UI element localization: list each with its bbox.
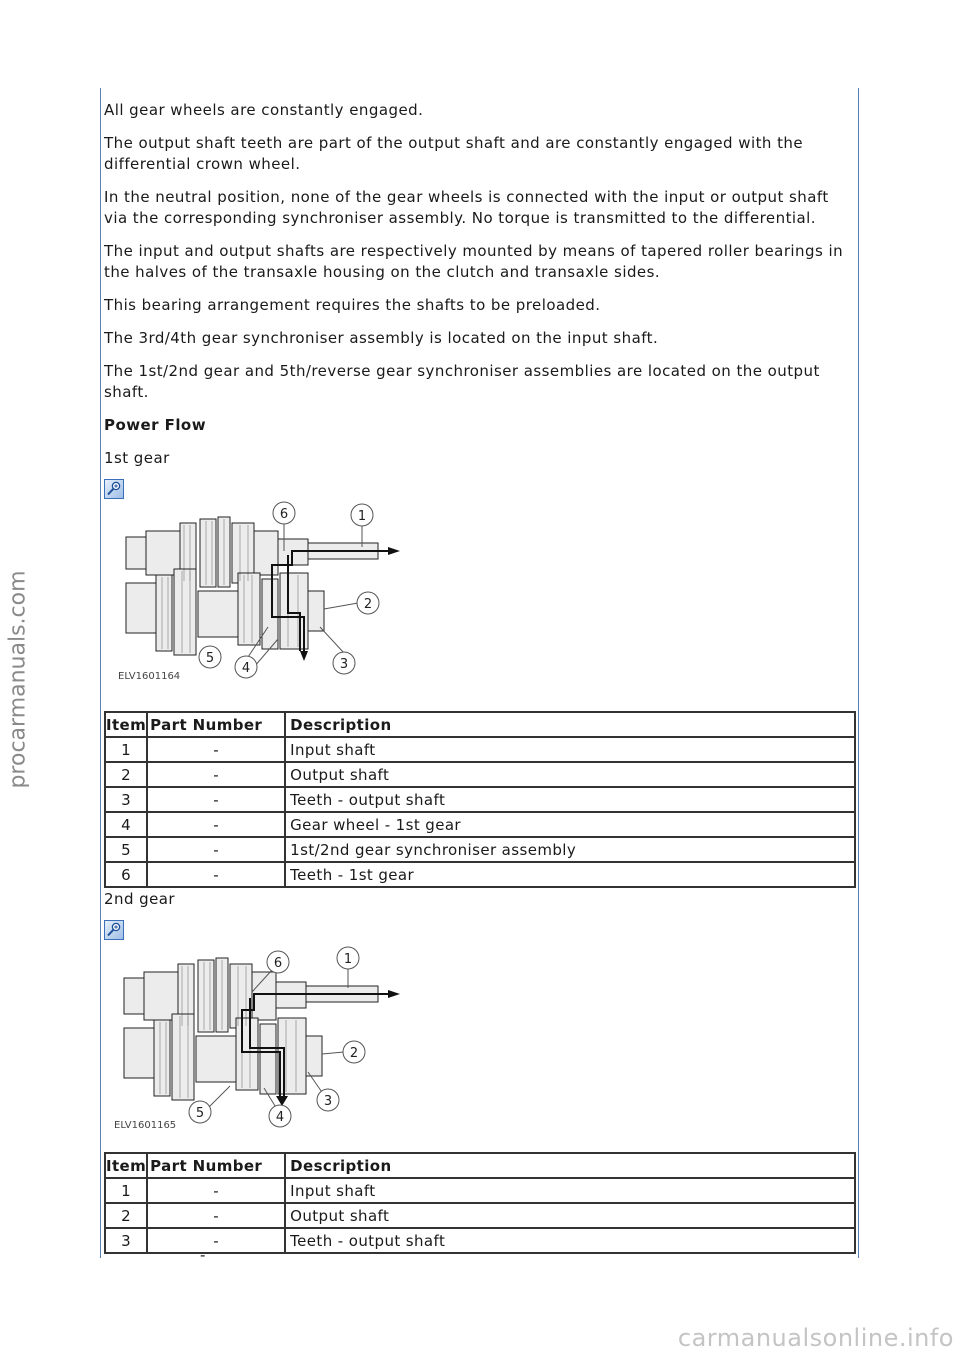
gear1-diagram bbox=[112, 499, 856, 693]
table-header-row bbox=[105, 1153, 855, 1178]
paragraph: This bearing arrangement requires the shafts to be preloaded. bbox=[104, 296, 601, 314]
cell-description: Teeth - output shaft bbox=[285, 1228, 855, 1253]
cell-description: Output shaft bbox=[285, 1203, 855, 1228]
gear2-callout-4: 4 bbox=[275, 1110, 285, 1125]
table-row bbox=[105, 762, 855, 787]
cell-item: 4 bbox=[105, 812, 147, 837]
cell-part-number: - bbox=[147, 862, 285, 887]
header-description: Description bbox=[285, 712, 855, 737]
cell-description: Input shaft bbox=[285, 737, 855, 762]
cell-item: 3 bbox=[105, 787, 147, 812]
paragraph: In the neutral position, none of the gear wheels is connected with the input or output shaft via the corresponding synchroniser assembly. No torque is transmitted to the differential. bbox=[104, 188, 829, 227]
table-row bbox=[105, 1228, 855, 1253]
gear1-callout-5: 5 bbox=[205, 651, 215, 666]
gear1-caption: 1st gear bbox=[104, 449, 170, 467]
gear2-diagram bbox=[112, 940, 856, 1134]
table-row bbox=[105, 862, 855, 887]
gear2-callout-3: 3 bbox=[323, 1094, 333, 1109]
gear2-figure-code: ELV1601165 bbox=[114, 1120, 177, 1130]
table-row bbox=[105, 737, 855, 762]
side-watermark bbox=[0, 0, 36, 1358]
gear2-parts-table bbox=[104, 1152, 856, 1254]
cell-description: Teeth - output shaft bbox=[285, 787, 855, 812]
zoom-magnifier-icon[interactable] bbox=[104, 479, 124, 499]
section-heading: Power Flow bbox=[104, 416, 206, 434]
cell-description: Output shaft bbox=[285, 762, 855, 787]
cell-description: Input shaft bbox=[285, 1178, 855, 1203]
table-row bbox=[105, 787, 855, 812]
header-part-number: Part Number bbox=[147, 1153, 285, 1178]
header-item: Item bbox=[105, 712, 147, 737]
cell-part-number: - bbox=[147, 787, 285, 812]
gear1-callout-1: 1 bbox=[357, 509, 367, 524]
cell-description: Teeth - 1st gear bbox=[285, 862, 855, 887]
paragraph: The output shaft teeth are part of the output shaft and are constantly engaged with the differential crown wheel. bbox=[104, 134, 804, 173]
gear1-callout-4: 4 bbox=[241, 661, 251, 676]
gear1-callout-6: 6 bbox=[279, 507, 289, 522]
cell-item: 1 bbox=[105, 1178, 147, 1203]
table-row bbox=[105, 812, 855, 837]
bottom-watermark: carmanualsonline.info bbox=[677, 1324, 954, 1352]
gear1-parts-table bbox=[104, 711, 856, 888]
header-description: Description bbox=[285, 1153, 855, 1178]
document-body bbox=[104, 100, 856, 1254]
gear2-callout-2: 2 bbox=[349, 1046, 359, 1061]
gear2-callout-1: 1 bbox=[343, 952, 353, 967]
cell-item: 2 bbox=[105, 762, 147, 787]
cell-part-number: - bbox=[147, 837, 285, 862]
gear1-figure-code: ELV1601164 bbox=[118, 671, 181, 682]
cell-part-number: - bbox=[147, 1228, 285, 1253]
gear2-callout-6: 6 bbox=[273, 956, 283, 971]
continued-cell: - bbox=[200, 1246, 206, 1264]
side-watermark-text: procarmanuals.com bbox=[5, 569, 31, 789]
paragraph: The 1st/2nd gear and 5th/reverse gear synchroniser assemblies are located on the output shaft. bbox=[104, 362, 820, 401]
paragraph: All gear wheels are constantly engaged. bbox=[104, 101, 424, 119]
table-row bbox=[105, 1203, 855, 1228]
cell-description: Gear wheel - 1st gear bbox=[285, 812, 855, 837]
cell-part-number: - bbox=[147, 1178, 285, 1203]
gear2-caption: 2nd gear bbox=[104, 890, 176, 908]
table-row bbox=[105, 1178, 855, 1203]
cell-item: 3 bbox=[105, 1228, 147, 1253]
right-margin-rule bbox=[858, 88, 859, 1258]
cell-part-number: - bbox=[147, 812, 285, 837]
paragraph: The input and output shafts are respectively mounted by means of tapered roller bearings in the halves of the transaxle housing on the clutch and transaxle sides. bbox=[104, 242, 844, 281]
gear2-callout-5: 5 bbox=[195, 1106, 205, 1121]
cell-part-number: - bbox=[147, 737, 285, 762]
cell-part-number: - bbox=[147, 1203, 285, 1228]
gear1-callout-2: 2 bbox=[363, 597, 373, 612]
left-margin-rule bbox=[100, 88, 101, 1258]
zoom-magnifier-icon[interactable] bbox=[104, 920, 124, 940]
header-item: Item bbox=[105, 1153, 147, 1178]
cell-item: 2 bbox=[105, 1203, 147, 1228]
paragraph: The 3rd/4th gear synchroniser assembly is located on the input shaft. bbox=[104, 329, 659, 347]
header-part-number: Part Number bbox=[147, 712, 285, 737]
table-row bbox=[105, 837, 855, 862]
gear1-callout-3: 3 bbox=[339, 657, 349, 672]
cell-item: 1 bbox=[105, 737, 147, 762]
cell-item: 5 bbox=[105, 837, 147, 862]
cell-item: 6 bbox=[105, 862, 147, 887]
cell-part-number: - bbox=[147, 762, 285, 787]
table-header-row bbox=[105, 712, 855, 737]
cell-description: 1st/2nd gear synchroniser assembly bbox=[285, 837, 855, 862]
